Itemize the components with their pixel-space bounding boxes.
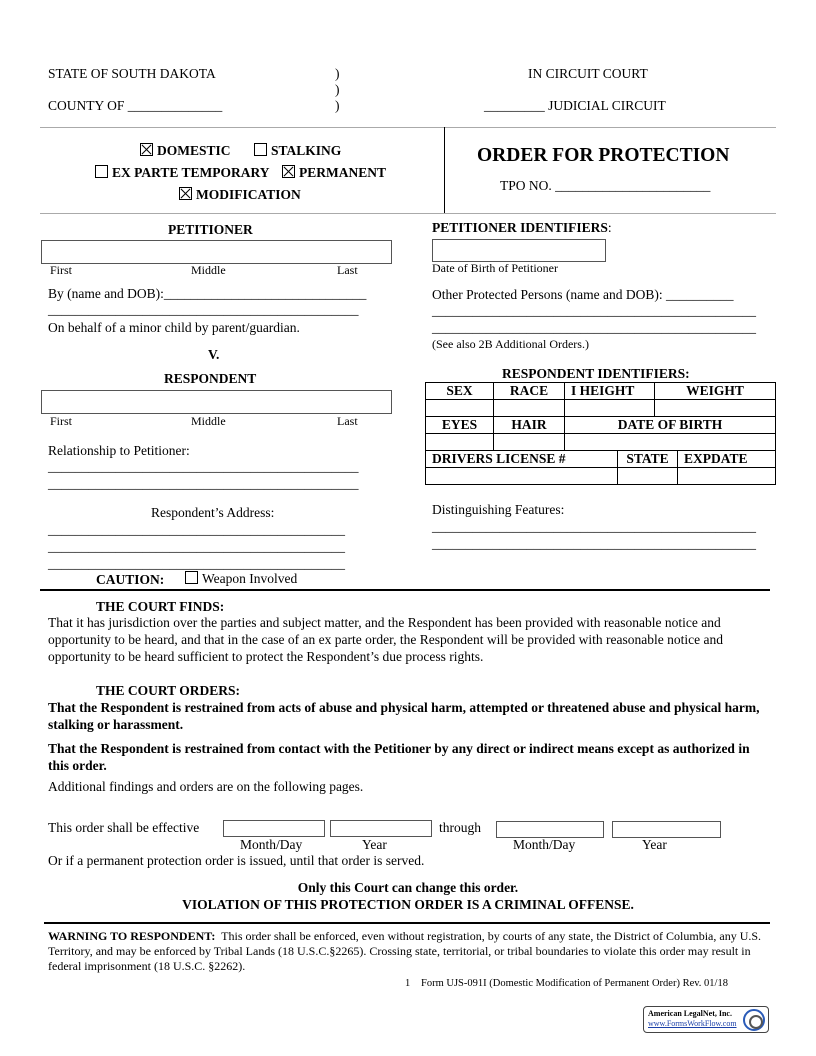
address-line-2[interactable]: ____________________________________________ (48, 539, 345, 554)
logo-name: American LegalNet, Inc. (648, 1009, 732, 1018)
address-line-3[interactable]: ____________________________________________ (48, 556, 345, 571)
height-header: I HEIGHT (565, 383, 655, 400)
only-court-notice: Only this Court can change this order. (297, 880, 519, 895)
weight-header: WEIGHT (655, 383, 776, 400)
height-value[interactable] (565, 400, 655, 417)
county-field[interactable]: COUNTY OF ______________ (48, 98, 223, 113)
globe-icon (743, 1009, 765, 1031)
ex-parte-label: EX PARTE TEMPORARY (112, 165, 270, 180)
petitioner-heading: PETITIONER (168, 222, 253, 237)
order-restrain-abuse: That the Respondent is restrained from acts of abuse and physical harm, attempted or threatened abuse and physical harm, stalking or harassment. (48, 700, 760, 732)
caption-paren-1: ) (335, 66, 340, 81)
petitioner-name-input[interactable] (41, 240, 392, 264)
dob-value[interactable] (565, 434, 776, 451)
dob-header: DATE OF BIRTH (565, 417, 776, 434)
weight-value[interactable] (655, 400, 776, 417)
petitioner-identifiers-heading (432, 220, 612, 236)
identifiers-table-1 (425, 382, 776, 417)
tpo-number-field[interactable]: TPO NO. _______________________ (500, 178, 711, 193)
respondent-identifiers-heading: RESPONDENT IDENTIFIERS: (502, 366, 690, 381)
warning-text: This order shall be enforced, even without registration, by courts of any state, the District of Columbia, any U.S. Territory, and may be enforced by Tribal Lands (18 U.S.C.§2265). Crossing state, territorial, or tribal boundaries to violate this order may result in federal imprisonment (18 U.S.C. §2262). (48, 929, 762, 973)
petitioner-first-label: First (50, 263, 73, 277)
race-header: RACE (494, 383, 565, 400)
features-line-2[interactable]: ________________________________________________ (432, 536, 756, 551)
type-stalking[interactable] (254, 143, 341, 159)
identifiers-table-2 (425, 416, 776, 451)
permanent-label: PERMANENT (299, 165, 386, 180)
petitioner-middle-label: Middle (191, 263, 226, 277)
modification-checkbox-checked-icon[interactable] (179, 187, 192, 200)
sex-header: SEX (426, 383, 494, 400)
sex-value[interactable] (426, 400, 494, 417)
other-protected-persons-line2[interactable]: ________________________________________________ (432, 320, 756, 335)
additional-findings-text: Additional findings and orders are on the following pages. (48, 779, 364, 794)
header-vertical-divider (444, 127, 445, 213)
features-line-1[interactable]: ________________________________________________ (432, 519, 756, 534)
eyes-header: EYES (426, 417, 494, 434)
petitioner-by-field[interactable]: By (name and DOB):______________________________ (48, 286, 367, 301)
state-header: STATE (618, 451, 678, 468)
type-permanent[interactable] (282, 165, 386, 181)
type-domestic[interactable] (140, 143, 231, 159)
versus-label: V. (208, 347, 220, 362)
respondent-first-label: First (50, 414, 73, 428)
hair-value[interactable] (494, 434, 565, 451)
permanent-checkbox-checked-icon[interactable] (282, 165, 295, 178)
expdate-header: EXPDATE (678, 451, 776, 468)
circuit-field[interactable]: _________ JUDICIAL CIRCUIT (484, 98, 666, 113)
expdate-value[interactable] (678, 468, 776, 485)
weapon-label: Weapon Involved (202, 571, 298, 586)
caption-paren-3: ) (335, 98, 340, 113)
state-label: STATE OF SOUTH DAKOTA (48, 66, 216, 81)
page-number: 1 (405, 978, 411, 989)
petitioner-dob-label: Date of Birth of Petitioner (432, 261, 558, 275)
type-ex-parte[interactable] (95, 165, 270, 181)
stalking-label: STALKING (271, 143, 342, 158)
hair-header: HAIR (494, 417, 565, 434)
state-value[interactable] (618, 468, 678, 485)
modification-label: MODIFICATION (196, 187, 301, 202)
effective-end-month-day-input[interactable] (496, 821, 604, 838)
petitioner-identifiers-title: PETITIONER IDENTIFIERS (432, 220, 608, 235)
stalking-checkbox-icon[interactable] (254, 143, 267, 156)
year-label-1: Year (362, 837, 387, 852)
effective-label: This order shall be effective (48, 820, 200, 835)
relationship-label: Relationship to Petitioner: (48, 443, 190, 458)
court-finds-heading: THE COURT FINDS: (96, 599, 225, 614)
effective-end-year-input[interactable] (612, 821, 721, 838)
through-label: through (439, 820, 481, 835)
domestic-label: DOMESTIC (157, 143, 231, 158)
identifiers-table-3 (425, 450, 776, 485)
on-behalf-text: On behalf of a minor child by parent/guardian. (48, 320, 300, 335)
petitioner-by-field-line2[interactable]: ______________________________________________ (48, 302, 359, 317)
drivers-license-value[interactable] (426, 468, 618, 485)
logo-url[interactable]: www.FormsWorkFlow.com (648, 1019, 737, 1028)
race-value[interactable] (494, 400, 565, 417)
petitioner-last-label: Last (337, 263, 358, 277)
court-label: IN CIRCUIT COURT (528, 66, 648, 81)
respondent-middle-label: Middle (191, 414, 226, 428)
effective-start-year-input[interactable] (330, 820, 432, 837)
section-divider (40, 213, 776, 214)
distinguishing-features-label: Distinguishing Features: (432, 502, 565, 517)
respondent-name-input[interactable] (41, 390, 392, 414)
year-label-2: Year (642, 837, 667, 852)
respondent-last-label: Last (337, 414, 358, 428)
warning-label: WARNING TO RESPONDENT: (48, 929, 216, 943)
respondent-heading: RESPONDENT (164, 371, 257, 386)
caution-label: CAUTION: (96, 572, 165, 587)
other-protected-persons-field[interactable]: Other Protected Persons (name and DOB): __________ (432, 287, 734, 302)
petitioner-identifiers-colon: : (607, 220, 612, 235)
warning-divider (44, 922, 770, 924)
respondent-address-label: Respondent’s Address: (151, 505, 275, 520)
see-also-note: (See also 2B Additional Orders.) (432, 337, 589, 351)
weapon-checkbox-icon[interactable] (185, 571, 198, 584)
warning-block (48, 929, 772, 974)
order-title: ORDER FOR PROTECTION (477, 145, 730, 166)
caption-paren-2: ) (335, 82, 340, 97)
americanlegalnet-logo[interactable] (643, 1006, 769, 1033)
violation-notice: VIOLATION OF THIS PROTECTION ORDER IS A CRIMINAL OFFENSE. (182, 897, 634, 912)
permanent-order-note: Or if a permanent protection order is issued, until that order is served. (48, 853, 425, 868)
order-restrain-contact: That the Respondent is restrained from contact with the Petitioner by any direct or indirect means except as authorized in this order. (48, 741, 750, 773)
relationship-line2[interactable]: ______________________________________________ (48, 476, 359, 491)
petitioner-dob-input[interactable] (432, 239, 606, 262)
address-line-1[interactable]: ____________________________________________ (48, 522, 345, 537)
ex-parte-checkbox-icon[interactable] (95, 165, 108, 178)
eyes-value[interactable] (426, 434, 494, 451)
header-divider (40, 127, 776, 128)
type-modification[interactable] (179, 187, 301, 203)
relationship-line[interactable]: ______________________________________________ (48, 459, 359, 474)
month-day-label-1: Month/Day (240, 837, 303, 852)
effective-start-month-day-input[interactable] (223, 820, 325, 837)
drivers-license-header: DRIVERS LICENSE # (426, 451, 618, 468)
findings-divider (40, 589, 770, 591)
domestic-checkbox-checked-icon[interactable] (140, 143, 153, 156)
weapon-involved[interactable] (185, 571, 297, 587)
month-day-label-2: Month/Day (513, 837, 576, 852)
court-finds-text: That it has jurisdiction over the parties and subject matter, and the Respondent has been provided with reasonable notice and opportunity to be heard, and that in the case of an ex parte order, the Respondent will be provided with reasonable notice and opportunity to be heard sufficient to protect the Respondent’s due process rights. (48, 615, 723, 664)
court-orders-heading: THE COURT ORDERS: (96, 683, 241, 698)
form-number: Form UJS-091I (Domestic Modification of Permanent Order) Rev. 01/18 (421, 978, 728, 989)
other-protected-persons-line[interactable]: ________________________________________________ (432, 303, 756, 318)
